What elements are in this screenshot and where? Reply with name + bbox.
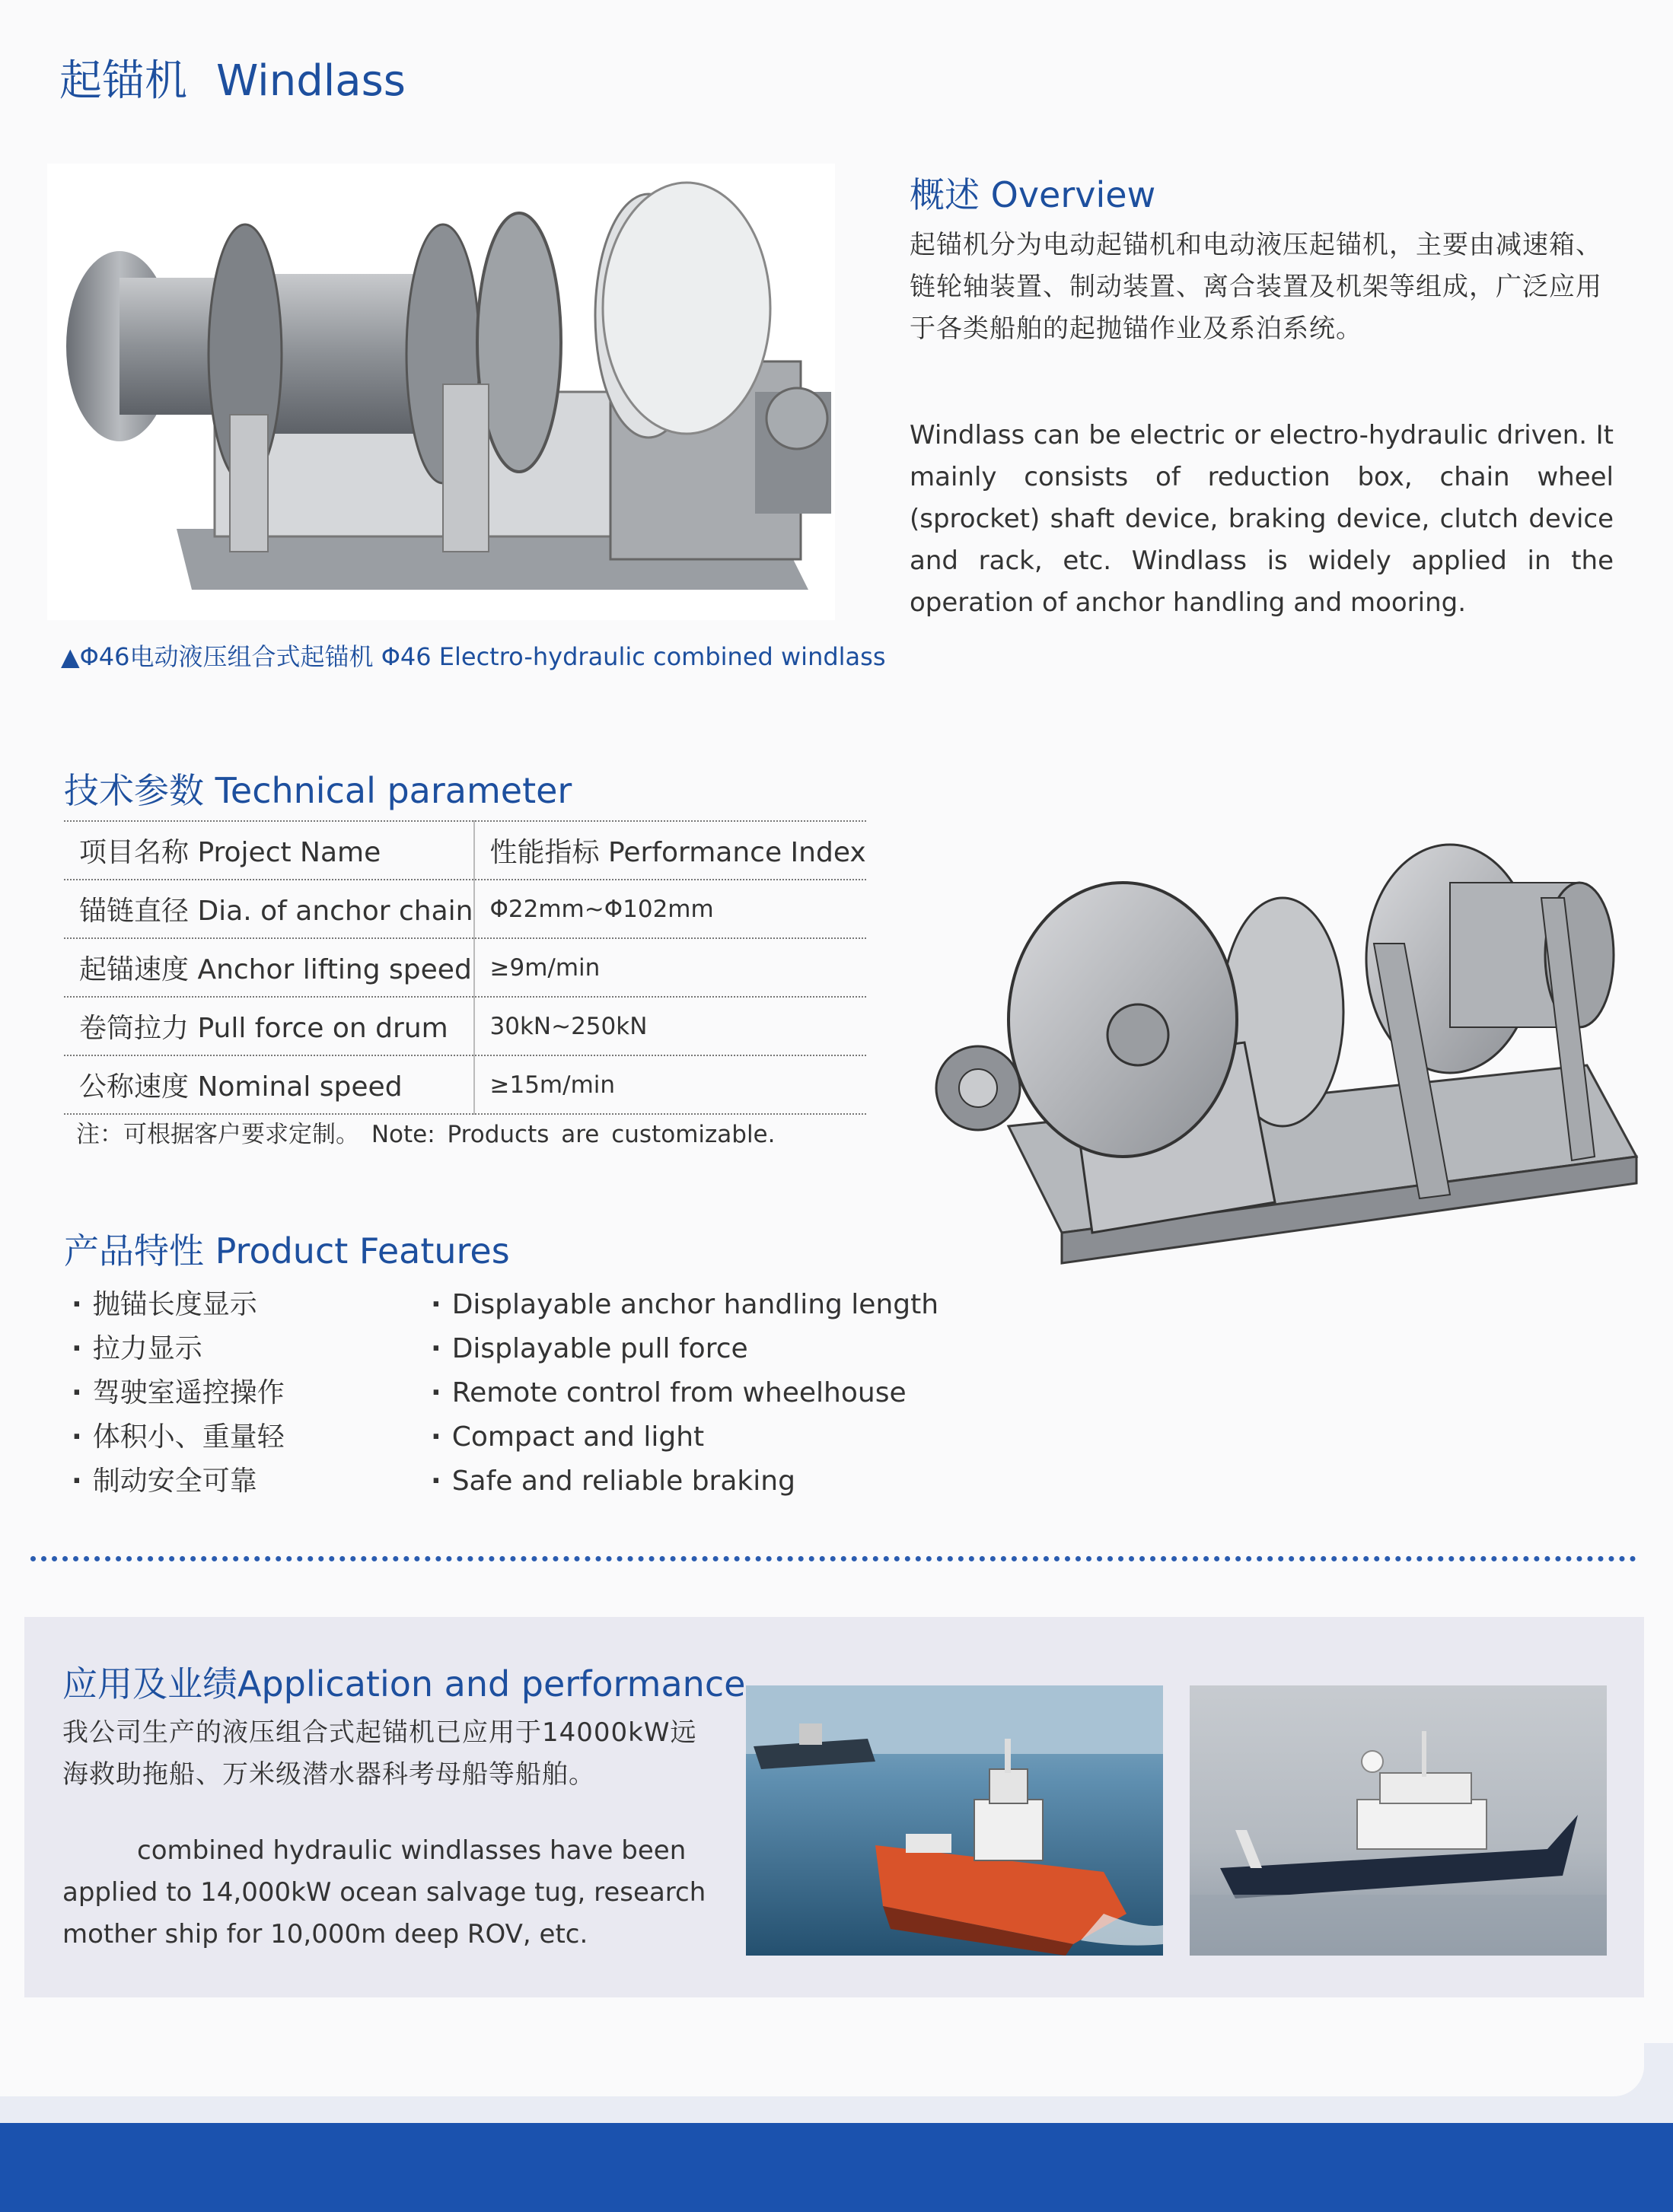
features-title <box>64 1224 510 1274</box>
application-title <box>62 1657 745 1707</box>
table-row <box>64 997 866 1055</box>
application-text-en-body: combined hydraulic windlasses have been applied to 14,000kW ocean salvage tug, research mother ship for 10,000m deep ROV, etc. <box>62 1835 706 1949</box>
table-header-row <box>64 821 866 880</box>
list-item: · Displayable anchor handling length <box>431 1283 938 1327</box>
page-title <box>59 47 406 108</box>
application-title-zh: 应用及业绩 <box>62 1663 237 1704</box>
technical-title-en: Technical parameter <box>215 770 572 811</box>
bottom-curve-highlight <box>0 2043 1644 2096</box>
features-list-en <box>431 1283 938 1504</box>
list-item: · 抛锚长度显示 <box>72 1283 285 1327</box>
list-item: · Compact and light <box>431 1415 938 1459</box>
dotted-divider <box>30 1556 1636 1561</box>
features-title-zh: 产品特性 <box>64 1230 204 1272</box>
page-title-zh: 起锚机 <box>59 56 187 106</box>
table-row <box>64 1055 866 1114</box>
windlass-photo <box>47 164 835 620</box>
table-note: 注：可根据客户要求定制。 Note: Products are customizable. <box>76 1121 776 1148</box>
list-item: · 体积小、重量轻 <box>72 1415 285 1459</box>
list-item: · 制动安全可靠 <box>72 1459 285 1504</box>
windlass-render <box>917 837 1640 1332</box>
bottom-band <box>0 2123 1673 2212</box>
list-item: · Safe and reliable braking <box>431 1459 938 1504</box>
table-cell-name: 起锚速度 Anchor lifting speed <box>64 938 474 997</box>
table-cell-value: ≥15m/min <box>474 1055 866 1114</box>
table-cell-value: 30kN~250kN <box>474 997 866 1055</box>
research-ship-photo <box>1190 1685 1607 1956</box>
table-cell-value: Φ22mm~Φ102mm <box>474 880 866 938</box>
photo-caption: ▲Φ46电动液压组合式起锚机 Φ46 Electro-hydraulic combined windlass <box>61 642 886 671</box>
table-cell-value: 性能指标 Performance Index <box>474 821 866 880</box>
features-list-zh <box>72 1283 285 1504</box>
page-title-en: Windlass <box>216 56 406 106</box>
table-cell-name: 项目名称 Project Name <box>64 821 474 880</box>
table-row <box>64 880 866 938</box>
overview-title-en: Overview <box>990 174 1156 215</box>
overview-text-en: Windlass can be electric or electro-hydraulic driven. It mainly consists of reduction box, chain wheel (sprocket) shaft device, braking device, clutch device and rack, etc. Windlass is widely applied in the operation of anchor handling and mooring. <box>910 420 1614 618</box>
table-cell-value: ≥9m/min <box>474 938 866 997</box>
technical-title <box>64 763 572 813</box>
table-cell-name: 锚链直径 Dia. of anchor chain <box>64 880 474 938</box>
overview-text-zh: 起锚机分为电动起锚机和电动液压起锚机，主要由减速箱、链轮轴装置、制动装置、离合装置及机架等组成，广泛应用于各类船舶的起抛锚作业及系泊系统。 <box>910 230 1602 344</box>
list-item: · 拉力显示 <box>72 1327 285 1371</box>
application-text-en <box>62 1830 709 1956</box>
table-cell-name: 卷筒拉力 Pull force on drum <box>64 997 474 1055</box>
application-text-zh: 我公司生产的液压组合式起锚机已应用于14000kW远海救助拖船、万米级潜水器科考母船等船舶。 <box>62 1717 697 1790</box>
overview-title <box>910 167 1155 218</box>
overview-title-zh: 概述 <box>910 174 980 215</box>
technical-table <box>64 820 866 1115</box>
list-item: · Displayable pull force <box>431 1327 938 1371</box>
features-title-en: Product Features <box>215 1230 510 1272</box>
list-item: · 驾驶室遥控操作 <box>72 1371 285 1415</box>
table-cell-name: 公称速度 Nominal speed <box>64 1055 474 1114</box>
salvage-tug-photo <box>746 1685 1163 1956</box>
application-title-en: Application and performance <box>237 1663 746 1704</box>
table-row <box>64 938 866 997</box>
technical-title-zh: 技术参数 <box>64 770 204 811</box>
list-item: · Remote control from wheelhouse <box>431 1371 938 1415</box>
